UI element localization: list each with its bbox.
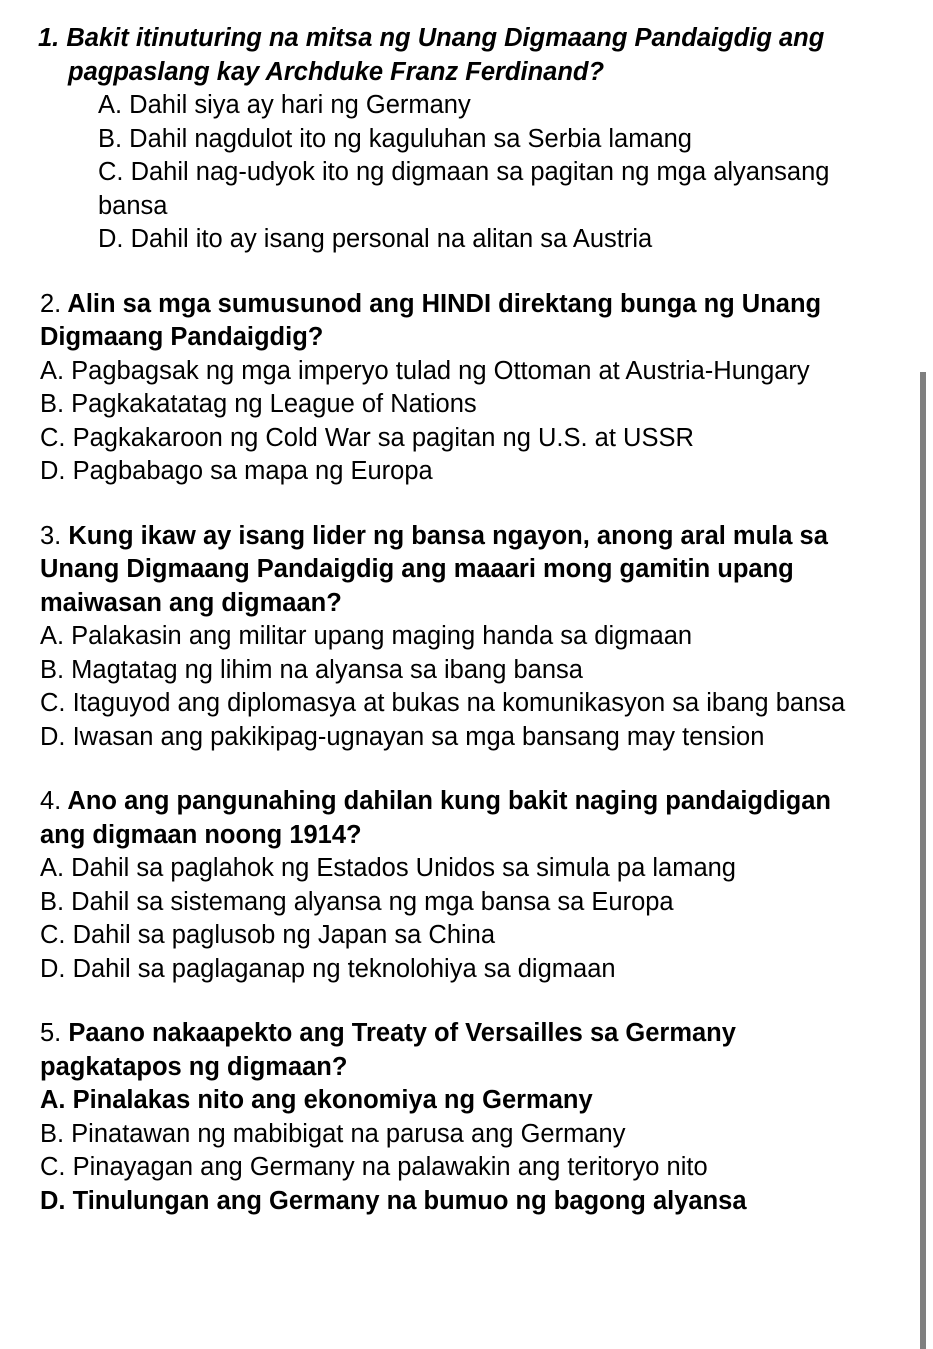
question-number: 3. <box>40 521 62 550</box>
question-text: Kung ikaw ay isang lider ng bansa ngayon, anong aral mula sa Unang Digmaang Pandaigdig ang maaari mong gamitin upang maiwasan ang digmaan? <box>40 521 828 617</box>
question-block <box>0 520 933 755</box>
question-block <box>0 785 933 986</box>
question-text: Bakit itinuturing na mitsa ng Unang Digmaang Pandaigdig ang pagpaslang kay Archduke Franz Ferdinand? <box>66 24 825 86</box>
answer-option[interactable]: A. Dahil siya ay hari ng Germany <box>98 91 471 119</box>
answer-option[interactable]: B. Pagkakatatag ng League of Nations <box>40 390 477 418</box>
answer-option[interactable]: B. Magtatag ng lihim na alyansa sa ibang bansa <box>40 655 583 684</box>
question-text: Ano ang pangunahing dahilan kung bakit naging pandaigdigan ang digmaan noong 1914? <box>40 787 831 849</box>
question-number: 4. <box>40 787 62 815</box>
question-block <box>0 22 933 257</box>
answer-option[interactable]: A. Pinalakas nito ang ekonomiya ng Germany <box>40 1086 593 1114</box>
answer-option[interactable]: D. Dahil ito ay isang personal na alitan sa Austria <box>98 225 653 253</box>
answer-option[interactable]: D. Tinulungan ang Germany na bumuo ng bagong alyansa <box>40 1186 747 1215</box>
answer-option[interactable]: D. Pagbabago sa mapa ng Europa <box>40 457 433 485</box>
option-list <box>40 355 873 489</box>
answer-option[interactable]: A. Palakasin ang militar upang maging handa sa digmaan <box>40 622 693 650</box>
option-list <box>68 89 891 257</box>
question-stem <box>40 785 873 852</box>
question-block <box>0 1017 933 1218</box>
answer-option[interactable]: C. Pinayagan ang Germany na palawakin ang teritoryo nito <box>40 1153 708 1181</box>
answer-option[interactable]: D. Dahil sa paglaganap ng teknolohiya sa digmaan <box>40 954 616 983</box>
answer-option[interactable]: C. Pagkakaroon ng Cold War sa pagitan ng U.S. at USSR <box>40 423 694 452</box>
scrollbar-thumb[interactable] <box>920 372 926 1349</box>
answer-option[interactable]: C. Itaguyod ang diplomasya at bukas na komunikasyon sa ibang bansa <box>40 689 846 717</box>
question-stem <box>40 288 873 355</box>
answer-option[interactable]: B. Dahil sa sistemang alyansa ng mga bansa sa Europa <box>40 887 674 916</box>
question-number: 5. <box>40 1019 62 1047</box>
question-number: 1. <box>38 24 60 52</box>
question-text: Alin sa mga sumusunod ang HINDI direktang bunga ng Unang Digmaang Pandaigdig? <box>40 289 822 351</box>
answer-option[interactable]: D. Iwasan ang pakikipag-ugnayan sa mga bansang may tension <box>40 722 765 751</box>
question-text: Paano nakaapekto ang Treaty of Versailles sa Germany pagkatapos ng digmaan? <box>40 1019 736 1081</box>
question-block <box>0 288 933 489</box>
answer-option[interactable]: A. Dahil sa paglahok ng Estados Unidos sa simula pa lamang <box>40 854 736 882</box>
answer-option[interactable]: C. Dahil nag-udyok ito ng digmaan sa pagitan ng mga alyansang bansa <box>98 158 830 220</box>
option-list <box>40 1084 873 1218</box>
question-stem <box>40 520 873 621</box>
question-number: 2. <box>40 289 62 318</box>
answer-option[interactable]: A. Pagbagsak ng mga imperyo tulad ng Ottoman at Austria-Hungary <box>40 356 810 385</box>
option-list <box>40 852 873 986</box>
option-list <box>40 620 873 754</box>
answer-option[interactable]: B. Pinatawan ng mabibigat na parusa ang Germany <box>40 1119 626 1148</box>
question-stem <box>38 22 891 89</box>
answer-option[interactable]: B. Dahil nagdulot ito ng kaguluhan sa Serbia lamang <box>98 124 692 153</box>
question-stem <box>40 1017 873 1084</box>
answer-option[interactable]: C. Dahil sa paglusob ng Japan sa China <box>40 921 496 949</box>
